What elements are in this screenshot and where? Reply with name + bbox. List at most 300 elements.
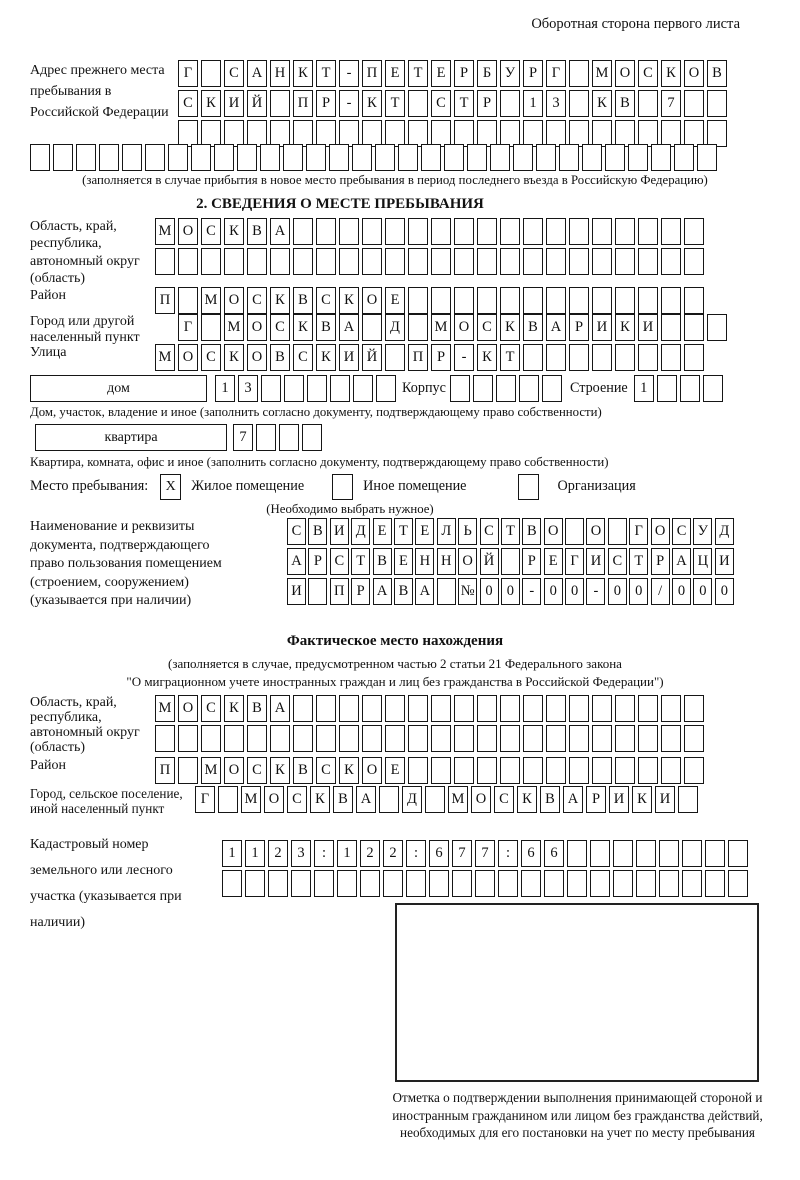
char-box xyxy=(408,248,428,275)
char-box: О xyxy=(362,287,382,314)
char-box xyxy=(385,248,405,275)
char-box xyxy=(684,314,704,341)
char-box xyxy=(454,287,474,314)
char-box xyxy=(592,344,612,371)
char-box xyxy=(636,870,656,897)
char-box xyxy=(385,120,405,147)
section2-title: 2. СВЕДЕНИЯ О МЕСТЕ ПРЕБЫВАНИЯ xyxy=(196,196,484,212)
char-box xyxy=(30,144,50,171)
char-box: П xyxy=(293,90,313,117)
char-box: 1 xyxy=(215,375,235,402)
char-box xyxy=(684,248,704,275)
char-box xyxy=(521,870,541,897)
char-box: К xyxy=(615,314,635,341)
char-box xyxy=(684,725,704,752)
char-box xyxy=(316,248,336,275)
actual-region-row-1 xyxy=(155,695,704,722)
actual-city-label: Город, сельское поселение, иной населенный пункт xyxy=(30,786,183,816)
char-box xyxy=(178,120,198,147)
char-box xyxy=(590,870,610,897)
char-box: Д xyxy=(402,786,422,813)
char-box: В xyxy=(293,757,313,784)
char-box: - xyxy=(454,344,474,371)
char-box xyxy=(245,870,265,897)
char-box: Т xyxy=(385,90,405,117)
char-box xyxy=(477,695,497,722)
char-box: Б xyxy=(477,60,497,87)
char-box xyxy=(261,375,281,402)
char-box xyxy=(500,248,520,275)
page-side-title: Оборотная сторона первого листа xyxy=(531,16,740,32)
char-box xyxy=(339,248,359,275)
stroenie-label: Строение xyxy=(569,380,628,396)
char-box xyxy=(362,725,382,752)
char-box: С xyxy=(316,287,336,314)
char-box xyxy=(659,840,679,867)
char-box: 0 xyxy=(565,578,584,605)
char-box: С xyxy=(201,218,221,245)
char-box: 7 xyxy=(233,424,253,451)
char-box: М xyxy=(224,314,244,341)
char-box: Л xyxy=(437,518,456,545)
char-box xyxy=(490,144,510,171)
char-box xyxy=(293,248,313,275)
char-box: М xyxy=(201,287,221,314)
char-box: Т xyxy=(351,548,370,575)
char-box xyxy=(155,725,175,752)
char-box: А xyxy=(270,218,290,245)
char-box xyxy=(703,375,723,402)
prev-address-row-1 xyxy=(178,60,727,87)
char-box: Т xyxy=(501,518,520,545)
char-box xyxy=(429,870,449,897)
char-box: Е xyxy=(544,548,563,575)
char-box: О xyxy=(264,786,284,813)
apartment-note: Квартира, комната, офис и иное (заполнить согласно документу, подтверждающему право собственности) xyxy=(30,455,609,469)
char-box: В xyxy=(247,218,267,245)
char-box xyxy=(224,248,244,275)
char-box: К xyxy=(224,218,244,245)
char-box: Д xyxy=(715,518,734,545)
char-box: / xyxy=(651,578,670,605)
char-box: Е xyxy=(394,548,413,575)
char-box xyxy=(523,757,543,784)
char-box xyxy=(613,870,633,897)
char-box xyxy=(477,218,497,245)
char-box: Т xyxy=(500,344,520,371)
char-box xyxy=(638,757,658,784)
char-box: Е xyxy=(385,757,405,784)
title-document-row-3 xyxy=(287,578,734,605)
char-box xyxy=(546,725,566,752)
char-box: 0 xyxy=(693,578,712,605)
char-box xyxy=(201,60,221,87)
checkbox-organization-label: Организация xyxy=(557,478,636,494)
char-box xyxy=(431,218,451,245)
char-box xyxy=(705,870,725,897)
street-row xyxy=(155,344,704,371)
char-box: А xyxy=(373,578,392,605)
char-box xyxy=(268,870,288,897)
char-box xyxy=(454,120,474,147)
stay-type-note: (Необходимо выбрать нужное) xyxy=(266,502,434,516)
char-box: Р xyxy=(569,314,589,341)
char-box xyxy=(477,248,497,275)
char-box: 7 xyxy=(475,840,495,867)
char-box xyxy=(613,840,633,867)
char-box xyxy=(283,144,303,171)
char-box: Р xyxy=(431,344,451,371)
char-box: И xyxy=(715,548,734,575)
char-box: 3 xyxy=(291,840,311,867)
char-box: О xyxy=(586,518,605,545)
char-box: К xyxy=(632,786,652,813)
char-box xyxy=(536,144,556,171)
checkbox-residential: X xyxy=(160,474,181,500)
title-document-row-2 xyxy=(287,548,734,575)
char-box xyxy=(408,287,428,314)
house-row xyxy=(30,373,760,404)
char-box xyxy=(270,248,290,275)
char-box xyxy=(385,218,405,245)
actual-city-row xyxy=(195,786,698,813)
char-box: А xyxy=(415,578,434,605)
char-box xyxy=(260,144,280,171)
char-box: Е xyxy=(385,60,405,87)
char-box: С xyxy=(247,757,267,784)
city-label: Город или другой населенный пункт xyxy=(30,314,140,345)
char-box: К xyxy=(270,757,290,784)
char-box: В xyxy=(316,314,336,341)
char-box xyxy=(375,144,395,171)
char-box: М xyxy=(448,786,468,813)
char-box: В xyxy=(270,344,290,371)
char-box: К xyxy=(477,344,497,371)
char-box: О xyxy=(458,548,477,575)
char-box xyxy=(523,120,543,147)
char-box: Т xyxy=(408,60,428,87)
char-box: Н xyxy=(270,60,290,87)
char-box: 1 xyxy=(634,375,654,402)
char-box xyxy=(615,344,635,371)
char-box: Г xyxy=(629,518,648,545)
char-box: В xyxy=(394,578,413,605)
char-box xyxy=(316,695,336,722)
char-box xyxy=(567,870,587,897)
char-box xyxy=(431,757,451,784)
char-box xyxy=(454,757,474,784)
char-box: Е xyxy=(415,518,434,545)
char-box: И xyxy=(655,786,675,813)
char-box: О xyxy=(471,786,491,813)
char-box: Н xyxy=(437,548,456,575)
apartment-row xyxy=(30,421,760,454)
char-box: : xyxy=(498,840,518,867)
char-box xyxy=(559,144,579,171)
char-box: О xyxy=(651,518,670,545)
char-box xyxy=(592,287,612,314)
char-box xyxy=(270,725,290,752)
char-box xyxy=(661,695,681,722)
char-box: Г xyxy=(195,786,215,813)
char-box: К xyxy=(500,314,520,341)
char-box: Е xyxy=(431,60,451,87)
char-box xyxy=(450,375,470,402)
char-box xyxy=(684,218,704,245)
char-box: С xyxy=(201,695,221,722)
street-label: Улица xyxy=(30,345,67,360)
char-box: 3 xyxy=(546,90,566,117)
char-box xyxy=(582,144,602,171)
char-box xyxy=(500,757,520,784)
char-box: К xyxy=(339,287,359,314)
char-box xyxy=(178,287,198,314)
char-box xyxy=(546,287,566,314)
char-box xyxy=(615,218,635,245)
char-box xyxy=(330,375,350,402)
char-box xyxy=(237,144,257,171)
char-box xyxy=(385,344,405,371)
char-box xyxy=(247,248,267,275)
char-box xyxy=(473,375,493,402)
house-type-box: дом xyxy=(30,375,207,402)
prev-address-rows xyxy=(178,60,727,150)
char-box xyxy=(678,786,698,813)
char-box: А xyxy=(270,695,290,722)
char-box xyxy=(352,144,372,171)
char-box xyxy=(279,424,299,451)
char-box: К xyxy=(310,786,330,813)
char-box: Г xyxy=(178,314,198,341)
char-box: С xyxy=(480,518,499,545)
char-box: - xyxy=(586,578,605,605)
char-box xyxy=(379,786,399,813)
char-box xyxy=(256,424,276,451)
char-box xyxy=(680,375,700,402)
char-box: В xyxy=(373,548,392,575)
char-box: : xyxy=(406,840,426,867)
char-box: П xyxy=(408,344,428,371)
char-box xyxy=(293,695,313,722)
char-box xyxy=(122,144,142,171)
char-box xyxy=(546,344,566,371)
title-document-label: Наименование и реквизиты документа, подтверждающего право пользования помещением (строением, сооружением) (указывается при наличии) xyxy=(30,519,222,608)
actual-district-row xyxy=(155,757,704,784)
street-field xyxy=(30,344,760,373)
char-box: Р xyxy=(586,786,606,813)
char-box: А xyxy=(247,60,267,87)
actual-region-row-2 xyxy=(155,725,704,752)
char-box xyxy=(145,144,165,171)
char-box: 0 xyxy=(544,578,563,605)
char-box: О xyxy=(178,344,198,371)
char-box xyxy=(376,375,396,402)
char-box xyxy=(293,218,313,245)
char-box xyxy=(608,518,627,545)
stroenie-boxes xyxy=(634,375,723,402)
char-box xyxy=(569,90,589,117)
char-box xyxy=(498,870,518,897)
char-box: О xyxy=(247,314,267,341)
char-box: 6 xyxy=(521,840,541,867)
char-box: В xyxy=(522,518,541,545)
char-box: У xyxy=(500,60,520,87)
char-box: И xyxy=(287,578,306,605)
char-box: 0 xyxy=(629,578,648,605)
cadastre-label: Кадастровый номер земельного или лесного участка (указывается при наличии) xyxy=(30,837,182,930)
char-box xyxy=(431,695,451,722)
char-box: С xyxy=(201,344,221,371)
char-box xyxy=(542,375,562,402)
char-box: О xyxy=(224,757,244,784)
char-box xyxy=(638,725,658,752)
actual-district-label: Район xyxy=(30,758,66,773)
char-box xyxy=(454,218,474,245)
char-box xyxy=(307,375,327,402)
char-box xyxy=(178,248,198,275)
char-box: С xyxy=(224,60,244,87)
char-box: 1 xyxy=(245,840,265,867)
char-box: В xyxy=(293,287,313,314)
char-box xyxy=(500,120,520,147)
char-box: Ь xyxy=(458,518,477,545)
apartment-type-box: квартира xyxy=(35,424,227,451)
char-box xyxy=(454,248,474,275)
char-box xyxy=(615,248,635,275)
char-box: 0 xyxy=(608,578,627,605)
char-box: И xyxy=(586,548,605,575)
char-box: Н xyxy=(415,548,434,575)
char-box xyxy=(615,287,635,314)
char-box xyxy=(684,287,704,314)
char-box: С xyxy=(178,90,198,117)
char-box: Е xyxy=(373,518,392,545)
char-box xyxy=(674,144,694,171)
char-box: О xyxy=(247,344,267,371)
char-box: Д xyxy=(351,518,370,545)
region-field xyxy=(30,218,760,287)
cadastre-field xyxy=(30,837,760,930)
char-box xyxy=(569,344,589,371)
char-box: К xyxy=(661,60,681,87)
char-box xyxy=(707,120,727,147)
actual-district-field xyxy=(30,757,760,786)
char-box xyxy=(500,90,520,117)
char-box xyxy=(362,695,382,722)
char-box xyxy=(362,314,382,341)
char-box: Р xyxy=(522,548,541,575)
char-box xyxy=(661,314,681,341)
char-box: Г xyxy=(546,60,566,87)
char-box: 2 xyxy=(268,840,288,867)
char-box: № xyxy=(458,578,477,605)
char-box xyxy=(707,90,727,117)
char-box xyxy=(306,144,326,171)
char-box xyxy=(431,120,451,147)
char-box: С xyxy=(287,518,306,545)
char-box xyxy=(659,870,679,897)
char-box xyxy=(500,695,520,722)
char-box xyxy=(513,144,533,171)
char-box xyxy=(592,757,612,784)
char-box: С xyxy=(477,314,497,341)
char-box: Й xyxy=(480,548,499,575)
char-box xyxy=(523,725,543,752)
char-box: С xyxy=(270,314,290,341)
char-box: 2 xyxy=(383,840,403,867)
char-box xyxy=(408,90,428,117)
char-box: К xyxy=(362,90,382,117)
char-box xyxy=(408,695,428,722)
actual-region-field xyxy=(30,695,760,757)
char-box xyxy=(293,725,313,752)
char-box: М xyxy=(155,218,175,245)
char-box: В xyxy=(308,518,327,545)
char-box: О xyxy=(615,60,635,87)
char-box: 7 xyxy=(661,90,681,117)
char-box xyxy=(155,248,175,275)
char-box xyxy=(567,840,587,867)
char-box: С xyxy=(247,287,267,314)
char-box: К xyxy=(517,786,537,813)
char-box: С xyxy=(431,90,451,117)
char-box: Т xyxy=(629,548,648,575)
char-box: - xyxy=(522,578,541,605)
char-box: М xyxy=(201,757,221,784)
korpus-boxes xyxy=(450,375,562,402)
char-box xyxy=(657,375,677,402)
char-box xyxy=(592,218,612,245)
char-box: К xyxy=(293,314,313,341)
char-box: 7 xyxy=(452,840,472,867)
char-box: П xyxy=(155,287,175,314)
char-box xyxy=(99,144,119,171)
char-box: В xyxy=(247,695,267,722)
stay-type-row xyxy=(30,472,760,501)
char-box xyxy=(519,375,539,402)
char-box: 1 xyxy=(222,840,242,867)
char-box xyxy=(615,725,635,752)
char-box: Д xyxy=(385,314,405,341)
district-row xyxy=(155,287,704,314)
char-box xyxy=(546,757,566,784)
char-box xyxy=(431,248,451,275)
char-box xyxy=(523,218,543,245)
char-box: К xyxy=(592,90,612,117)
char-box xyxy=(168,144,188,171)
char-box xyxy=(425,786,445,813)
char-box xyxy=(467,144,487,171)
char-box xyxy=(638,344,658,371)
char-box: 0 xyxy=(501,578,520,605)
char-box xyxy=(53,144,73,171)
char-box xyxy=(569,60,589,87)
char-box: П xyxy=(330,578,349,605)
char-box: Р xyxy=(308,548,327,575)
char-box: К xyxy=(224,344,244,371)
char-box xyxy=(569,757,589,784)
char-box xyxy=(452,870,472,897)
char-box xyxy=(339,120,359,147)
char-box: 3 xyxy=(238,375,258,402)
char-box xyxy=(408,757,428,784)
char-box: В xyxy=(333,786,353,813)
char-box: С xyxy=(672,518,691,545)
char-box: К xyxy=(293,60,313,87)
char-box xyxy=(408,314,428,341)
char-box xyxy=(500,218,520,245)
char-box: - xyxy=(339,90,359,117)
